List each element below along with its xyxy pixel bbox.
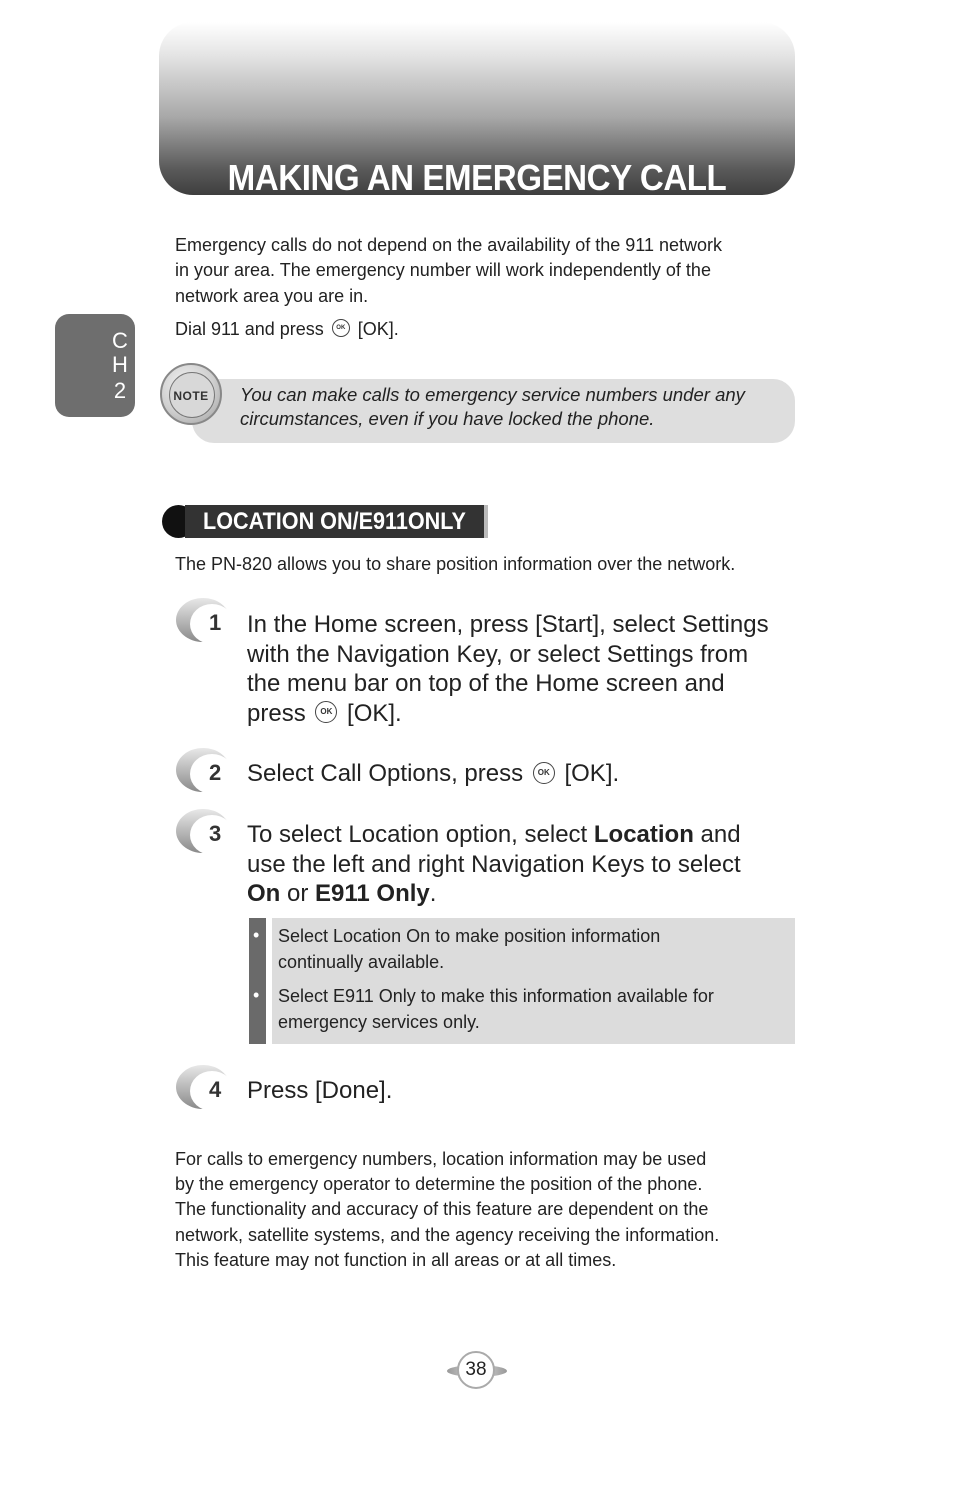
step-line: To select Location option, select (247, 821, 594, 848)
note-line: You can make calls to emergency service numbers under any (240, 384, 745, 405)
note-label: NOTE (173, 389, 209, 403)
tip-line: Select E911 Only to make this information available for (278, 986, 714, 1006)
step-line: use the left and right Navigation Keys to select (247, 850, 741, 878)
chapter-tab-letter: H (112, 352, 128, 377)
chapter-tab-letter: 2 (113, 378, 127, 403)
dial-prefix: Dial 911 and press (175, 319, 324, 339)
step-line: the menu bar on top of the Home screen and (247, 670, 725, 697)
step-4-text: Press [Done]. (247, 1077, 393, 1104)
chapter-tab-letter: C (112, 328, 128, 353)
step-2-text (247, 759, 619, 789)
page-title: MAKING AN EMERGENCY CALL (227, 157, 727, 198)
intro-line: in your area. The emergency number will work independently of the (175, 260, 711, 280)
section-description: The PN-820 allows you to share position information over the network. (175, 554, 736, 574)
step-line: [OK]. (564, 760, 620, 787)
step-3-text (247, 820, 741, 909)
step-line: press (247, 699, 306, 727)
step-line: In the Home screen, press [Start], select Settings (247, 611, 769, 638)
step-line: Select Call Options, press (247, 760, 524, 787)
chapter-header-banner (159, 22, 795, 198)
step-number-badge (176, 598, 230, 642)
footer-line: network, satellite systems, and the agency receiving the information. (175, 1225, 720, 1245)
emphasis-on: On (247, 880, 281, 907)
ok-key-icon: OK (533, 762, 555, 784)
step-number: 4 (209, 1077, 222, 1102)
bullet-icon: • (253, 925, 260, 945)
note-badge-icon (160, 363, 222, 425)
step-number-badge (176, 1065, 230, 1109)
intro-line: Emergency calls do not depend on the availability of the 911 network (175, 235, 723, 255)
step-number: 1 (209, 610, 222, 635)
page-number: 38 (457, 1351, 495, 1389)
dial-instruction (175, 317, 399, 343)
section-title: LOCATION ON/E911ONLY (203, 508, 466, 535)
step-line: with the Navigation Key, or select Settings from (247, 640, 749, 668)
tip-line: continually available. (278, 952, 445, 972)
step-number: 3 (209, 821, 222, 846)
step-number-badge (176, 748, 230, 792)
tip-item (278, 923, 778, 975)
footer-line: The functionality and accuracy of this feature are dependent on the (175, 1199, 709, 1219)
note-line: circumstances, even if you have locked the phone. (240, 408, 655, 429)
bullet-icon: • (253, 985, 260, 1005)
note-text (240, 383, 790, 431)
intro-line: network area you are in. (175, 286, 369, 306)
tip-item (278, 983, 778, 1035)
footer-line: This feature may not function in all areas or at all times. (175, 1250, 617, 1270)
dial-suffix: [OK]. (357, 319, 399, 339)
step-1-text (247, 610, 769, 728)
step-line: or (280, 880, 316, 907)
tip-line: emergency services only. (278, 1012, 480, 1032)
page-number-badge (447, 1351, 507, 1391)
emphasis-e911-only: E911 Only (315, 880, 430, 907)
step-line: [OK]. (347, 699, 402, 727)
emphasis-location: Location (593, 821, 694, 848)
ok-key-icon: OK (332, 319, 350, 337)
step-line: and (693, 821, 741, 848)
step-number: 2 (209, 760, 222, 785)
step-line: . (429, 880, 437, 907)
tip-line: Select Location On to make position information (278, 926, 661, 946)
footer-line: by the emergency operator to determine the position of the phone. (175, 1174, 703, 1194)
step-number-badge (176, 809, 230, 853)
footer-line: For calls to emergency numbers, location information may be used (175, 1149, 707, 1169)
ok-key-icon: OK (315, 701, 337, 723)
